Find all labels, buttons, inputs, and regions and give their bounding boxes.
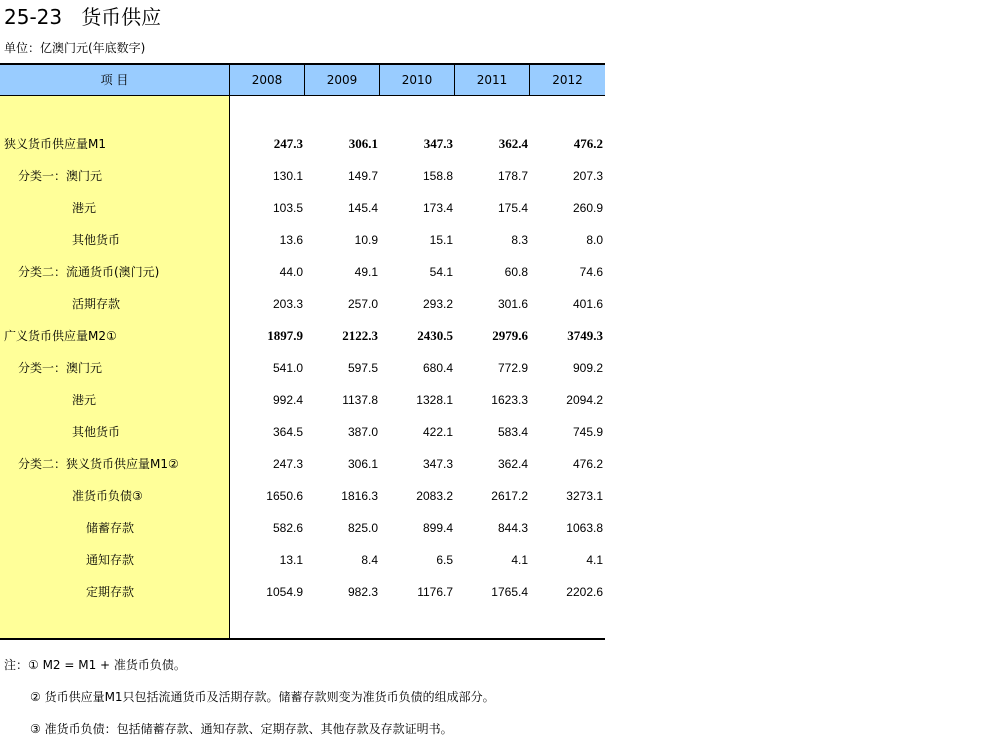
table-row bbox=[0, 384, 605, 416]
row-value-2008: 247.3 bbox=[273, 136, 303, 151]
row-value-2010: 347.3 bbox=[422, 457, 453, 471]
row-value-2009: 1816.3 bbox=[341, 489, 378, 503]
row-value-2008: 1650.6 bbox=[266, 489, 303, 503]
row-value-2012: 909.2 bbox=[572, 361, 603, 375]
row-label: 分类二：狭义货币供应量M1② bbox=[18, 457, 179, 471]
table-row bbox=[0, 416, 605, 448]
row-value-2008: 44.0 bbox=[279, 265, 303, 279]
row-value-2008: 13.6 bbox=[279, 233, 303, 247]
row-value-2009: 982.3 bbox=[347, 585, 378, 599]
row-value-2008: 992.4 bbox=[272, 393, 303, 407]
row-value-2009: 10.9 bbox=[354, 233, 378, 247]
row-value-2010: 54.1 bbox=[429, 265, 453, 279]
row-label: 定期存款 bbox=[86, 585, 135, 599]
row-value-2009: 149.7 bbox=[347, 169, 378, 183]
header-year-2010: 2010 bbox=[380, 65, 455, 95]
row-label: 储蓄存款 bbox=[86, 521, 135, 535]
row-value-2009: 1137.8 bbox=[342, 393, 378, 407]
page-title: 25-23 货币供应 bbox=[4, 5, 162, 29]
row-label: 分类二：流通货币(澳门元) bbox=[18, 265, 160, 279]
row-value-2011: 175.4 bbox=[497, 201, 528, 215]
row-value-2009: 597.5 bbox=[347, 361, 378, 375]
header-year-2011: 2011 bbox=[455, 65, 530, 95]
table-row bbox=[0, 192, 605, 224]
row-value-2008: 582.6 bbox=[272, 521, 303, 535]
row-value-2010: 347.3 bbox=[423, 136, 453, 151]
unit-label: 单位：亿澳门元(年底数字) bbox=[4, 41, 146, 55]
row-value-2009: 306.1 bbox=[347, 457, 378, 471]
table-row bbox=[0, 544, 605, 576]
row-value-2010: 1328.1 bbox=[416, 393, 453, 407]
header-year-2008: 2008 bbox=[230, 65, 305, 95]
row-value-2012: 3273.1 bbox=[566, 489, 603, 503]
row-label: 准货币负债③ bbox=[72, 489, 143, 503]
row-value-2010: 422.1 bbox=[422, 425, 453, 439]
row-value-2011: 772.9 bbox=[497, 361, 528, 375]
note-1: 注：① M2 = M1 + 准货币负债。 bbox=[4, 658, 186, 672]
row-value-2012: 2094.2 bbox=[566, 393, 603, 407]
table-row bbox=[0, 352, 605, 384]
table-row bbox=[0, 512, 605, 544]
row-value-2009: 145.4 bbox=[347, 201, 378, 215]
row-value-2008: 203.3 bbox=[272, 297, 303, 311]
row-value-2011: 60.8 bbox=[504, 265, 528, 279]
table-row bbox=[0, 576, 605, 608]
row-value-2009: 8.4 bbox=[361, 553, 378, 567]
row-label: 广义货币供应量M2① bbox=[4, 329, 117, 343]
row-label: 港元 bbox=[72, 201, 97, 215]
row-label: 港元 bbox=[72, 393, 97, 407]
row-value-2009: 306.1 bbox=[348, 136, 378, 151]
table-row bbox=[0, 480, 605, 512]
row-value-2010: 173.4 bbox=[422, 201, 453, 215]
row-value-2010: 293.2 bbox=[422, 297, 453, 311]
row-label: 分类一：澳门元 bbox=[18, 361, 103, 375]
row-value-2008: 247.3 bbox=[272, 457, 303, 471]
row-value-2009: 257.0 bbox=[347, 297, 378, 311]
row-value-2012: 8.0 bbox=[586, 233, 603, 247]
row-value-2010: 2430.5 bbox=[417, 328, 453, 343]
row-value-2011: 8.3 bbox=[511, 233, 528, 247]
row-value-2010: 899.4 bbox=[422, 521, 453, 535]
row-value-2012: 476.2 bbox=[572, 457, 603, 471]
row-value-2012: 2202.6 bbox=[566, 585, 603, 599]
row-value-2011: 362.4 bbox=[498, 136, 528, 151]
row-value-2008: 1897.9 bbox=[267, 328, 303, 343]
row-value-2011: 362.4 bbox=[497, 457, 528, 471]
note-2: ② 货币供应量M1只包括流通货币及活期存款。储蓄存款则变为准货币负债的组成部分。 bbox=[30, 690, 495, 704]
row-value-2008: 1054.9 bbox=[266, 585, 303, 599]
money-supply-table bbox=[0, 63, 605, 640]
table-row bbox=[0, 128, 605, 160]
row-value-2011: 1623.3 bbox=[491, 393, 528, 407]
row-value-2011: 178.7 bbox=[497, 169, 528, 183]
row-value-2010: 680.4 bbox=[422, 361, 453, 375]
row-label: 分类一：澳门元 bbox=[18, 169, 103, 183]
row-value-2009: 825.0 bbox=[347, 521, 378, 535]
row-value-2012: 401.6 bbox=[572, 297, 603, 311]
row-value-2012: 260.9 bbox=[572, 201, 603, 215]
row-value-2010: 15.1 bbox=[429, 233, 453, 247]
table-row bbox=[0, 320, 605, 352]
row-value-2011: 2617.2 bbox=[491, 489, 528, 503]
row-value-2009: 2122.3 bbox=[342, 328, 378, 343]
row-label: 通知存款 bbox=[86, 553, 135, 567]
row-value-2011: 4.1 bbox=[511, 553, 528, 567]
row-value-2008: 541.0 bbox=[272, 361, 303, 375]
row-value-2008: 103.5 bbox=[272, 201, 303, 215]
row-label: 活期存款 bbox=[72, 297, 121, 311]
row-value-2010: 1176.7 bbox=[417, 585, 453, 599]
header-year-2009: 2009 bbox=[305, 65, 380, 95]
row-value-2009: 49.1 bbox=[354, 265, 378, 279]
header-item: 项 目 bbox=[0, 65, 230, 95]
table-row bbox=[0, 256, 605, 288]
row-value-2008: 130.1 bbox=[272, 169, 303, 183]
row-value-2011: 2979.6 bbox=[492, 328, 528, 343]
row-label: 其他货币 bbox=[72, 233, 121, 247]
row-value-2012: 207.3 bbox=[572, 169, 603, 183]
row-value-2010: 2083.2 bbox=[416, 489, 453, 503]
table-row bbox=[0, 448, 605, 480]
table-header bbox=[0, 63, 605, 96]
row-value-2011: 1765.4 bbox=[491, 585, 528, 599]
table-row bbox=[0, 288, 605, 320]
row-value-2012: 476.2 bbox=[573, 136, 603, 151]
header-year-2012: 2012 bbox=[552, 73, 583, 87]
row-value-2011: 844.3 bbox=[497, 521, 528, 535]
row-value-2008: 364.5 bbox=[272, 425, 303, 439]
row-value-2010: 6.5 bbox=[436, 553, 453, 567]
row-value-2010: 158.8 bbox=[422, 169, 453, 183]
table-bottom-border bbox=[0, 638, 605, 640]
row-label: 狭义货币供应量M1 bbox=[4, 137, 106, 151]
table-row bbox=[0, 160, 605, 192]
row-value-2012: 3749.3 bbox=[567, 328, 603, 343]
row-value-2012: 74.6 bbox=[579, 265, 603, 279]
row-label: 其他货币 bbox=[72, 425, 121, 439]
row-value-2012: 745.9 bbox=[572, 425, 603, 439]
note-3: ③ 准货币负债：包括储蓄存款、通知存款、定期存款、其他存款及存款证明书。 bbox=[30, 722, 453, 736]
table-row bbox=[0, 224, 605, 256]
row-value-2009: 387.0 bbox=[347, 425, 378, 439]
row-value-2011: 583.4 bbox=[497, 425, 528, 439]
row-value-2011: 301.6 bbox=[497, 297, 528, 311]
row-value-2012: 1063.8 bbox=[566, 521, 603, 535]
row-value-2008: 13.1 bbox=[279, 553, 303, 567]
row-value-2012: 4.1 bbox=[586, 553, 603, 567]
